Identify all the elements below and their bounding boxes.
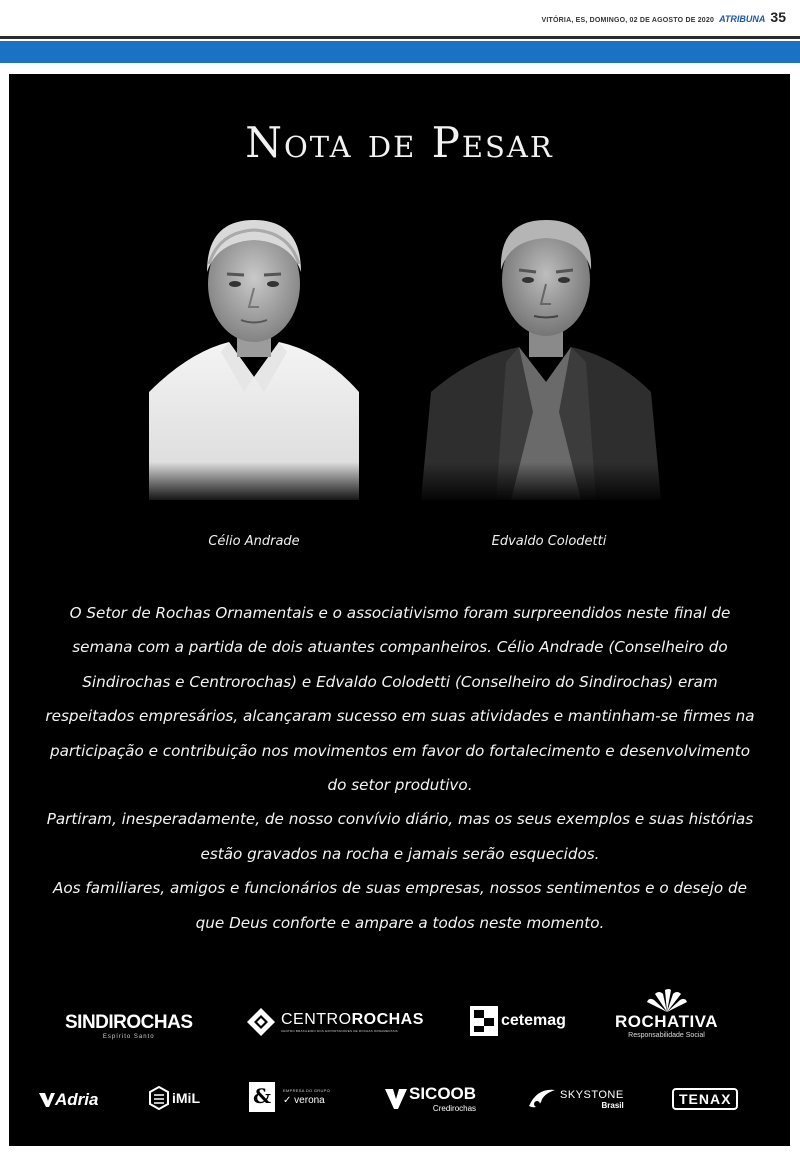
- header-info: [542, 9, 786, 25]
- imil-name: iMiL: [172, 1090, 200, 1106]
- rochativa-name: ROCHATIVA: [615, 1012, 719, 1031]
- sicoob-tagline: Credirochas: [432, 1104, 477, 1113]
- person-photo-1: [149, 212, 359, 500]
- person-name-1: Célio Andrade: [208, 534, 300, 549]
- adria-mark-icon: [39, 1093, 55, 1107]
- cetemag-block-icon: [470, 1006, 498, 1036]
- cetemag-logo: [470, 1006, 566, 1036]
- skystone-tagline: Brasil: [601, 1100, 624, 1110]
- rochativa-tagline: Responsabilidade Social: [628, 1032, 705, 1039]
- newspaper-header: [0, 0, 800, 38]
- cetemag-name: cetemag: [501, 1012, 566, 1029]
- sindirochas-logo: [65, 1012, 193, 1040]
- skystone-swirl-icon: [527, 1086, 557, 1112]
- header-rule: [0, 36, 800, 39]
- verona-tagline: EMPRESA DO GRUPO: [283, 1088, 331, 1093]
- person-photo-2: [411, 212, 669, 500]
- svg-text:&: &: [252, 1084, 272, 1108]
- header-blue-band: [0, 41, 800, 63]
- notice-paragraph: Aos familiares, amigos e funcionários de suas empresas, nossos sentimentos e o desejo de que Deus conforte e ampare a todos neste momento.: [52, 879, 748, 932]
- notice-paragraph: O Setor de Rochas Ornamentais e o associativismo foram surpreendidos neste final de semana com a partida de dois atuantes companheiros. Célio Andrade (Conselheiro do Sindirochas e Centrorochas) e Edvaldo Colodetti (Conselheiro do Sindirochas) eram respeitados empresários, alcançaram sucesso em suas atividades e mantinham-se firmes na participação e contribuição nos movimentos em favor do fortalecimento e desenvolvimento do setor produtivo.: [45, 604, 755, 795]
- rochativa-burst-icon: [645, 988, 689, 1012]
- page-number: 35: [770, 9, 786, 25]
- centrorochas-name-a: CENTRO: [281, 1011, 352, 1028]
- adria-logo: [39, 1090, 98, 1110]
- centrorochas-diamond-icon: [245, 1006, 277, 1038]
- skystone-name: SKYSTONE: [560, 1088, 624, 1101]
- sicoob-name: SICOOB: [409, 1084, 477, 1103]
- rochativa-logo: [615, 988, 718, 1039]
- notice-body: [45, 596, 755, 940]
- centrorochas-logo: [245, 1006, 424, 1038]
- imil-logo: [149, 1086, 200, 1110]
- tenax-name: TENAX: [672, 1088, 738, 1110]
- ampersand-badge-icon: [249, 1082, 275, 1112]
- sindirochas-tagline: Espírito Santo: [102, 1034, 155, 1040]
- imil-hex-icon: [149, 1086, 169, 1110]
- notice-title: Nota de Pesar: [245, 118, 554, 167]
- sicoob-v-icon: [385, 1089, 407, 1109]
- sicoob-logo: [385, 1084, 476, 1113]
- person-name-2: Edvaldo Colodetti: [491, 534, 607, 549]
- skystone-logo: [527, 1086, 624, 1112]
- verona-name: verona: [294, 1095, 325, 1106]
- header-date: VITÓRIA, ES, DOMINGO, 02 DE AGOSTO DE 2020: [541, 17, 715, 24]
- adria-name: Adria: [55, 1090, 99, 1109]
- sindirochas-name: SINDIROCHAS: [65, 1012, 193, 1033]
- condolence-notice: [9, 74, 790, 1146]
- tenax-logo: [672, 1088, 738, 1110]
- centrorochas-tagline: CENTRO BRASILEIRO DOS EXPORTADORES DE ROCHAS ORNAMENTAIS: [281, 1029, 398, 1033]
- newspaper-name: ATRIBUNA: [719, 14, 766, 24]
- verona-logo: & EMPRESA DO GRUPO ✓ verona: [249, 1082, 330, 1112]
- centrorochas-name-b: ROCHAS: [351, 1011, 424, 1028]
- notice-paragraph: Partiram, inesperadamente, de nosso convívio diário, mas os seus exemplos e suas histórias estão gravados na rocha e jamais serão esquecidos.: [46, 810, 754, 863]
